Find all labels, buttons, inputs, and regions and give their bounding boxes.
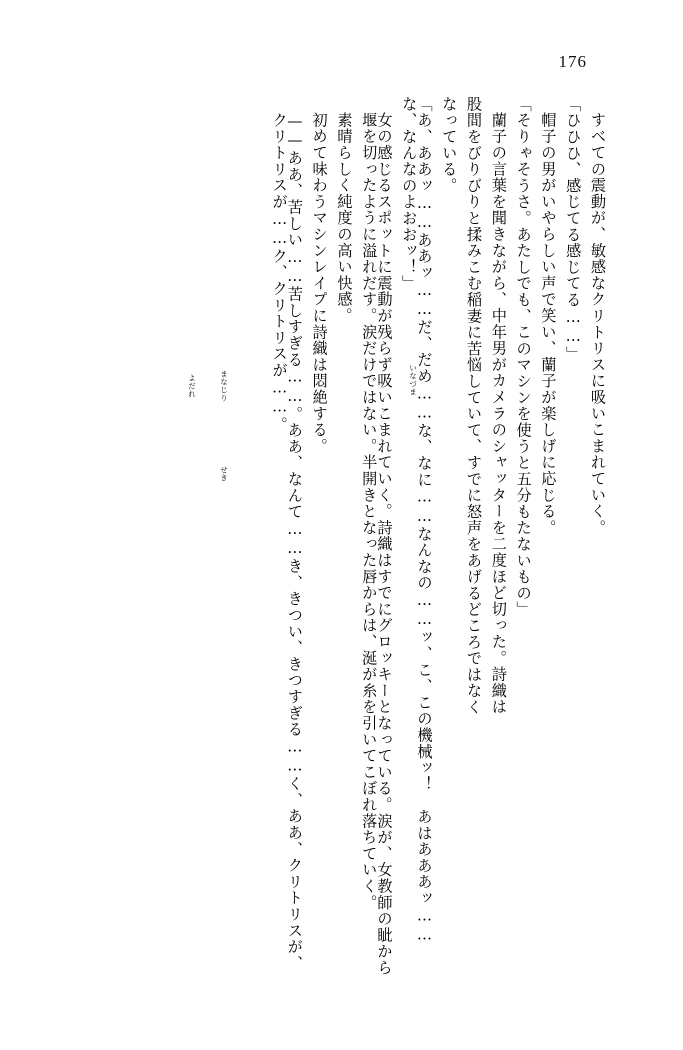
ruby-annotation: せき [219, 466, 229, 482]
text-column: 素晴らしく純度の高い快感。 [335, 112, 354, 324]
text-column: 帽子の男がいやらしい声で笑い、蘭子が楽しげに応じる。 [539, 112, 558, 536]
page-number: 176 [558, 52, 587, 71]
text-column: 女の感じるスポットに震動が残らず吸いこまれていく。詩織はすでにグロッキーとなっている。涙が、女教師の眦から堰を切ったように溢れだす。涙だけではない。半開きとなった唇からは、涎が糸を引いてこぼれ落ちていく。 [360, 112, 394, 976]
text-column: ——ああ、苦しい……苦しすぎる……。ああ、なんて……き、きつい、きつすぎる……く、ああ、クリトリスが、クリトリスが……ク、クリトリスが……。 [270, 112, 304, 972]
ruby-annotation: まなじり [219, 370, 229, 402]
text-column: 蘭子の言葉を聞きながら、中年男がカメラのシャッターを二度ほど切った。詩織は [489, 112, 508, 716]
text-column: 「そりゃそうさ。あたしでも、このマシンを使うと五分もたないもの」 [514, 96, 533, 618]
ruby-annotation: よだれ [187, 374, 197, 398]
text-column: 「ひひひ、感じてる感じてる……」 [564, 96, 583, 363]
vertical-text-block [65, 96, 607, 976]
ruby-annotation: いなづま [408, 364, 418, 396]
text-column: 初めて味わうマシンレイプに詩織は悶絶する。 [310, 112, 329, 455]
text-column: すべての震動が、敏感なクリトリスに吸いこまれていく。 [589, 112, 607, 536]
text-column: 「あ、ああッ……ああッ……だ、だめ……な、なに……なんなの……ッ、こ、この機械ッ！ あはあああッ……な、なんなのよおおッ！」 [400, 96, 434, 945]
text-column: 股間をびりびりと揉みこむ稲妻に苦悩していて、すでに怒声をあげるどころではなく [465, 96, 484, 716]
text-column: なっている。 [440, 96, 459, 194]
